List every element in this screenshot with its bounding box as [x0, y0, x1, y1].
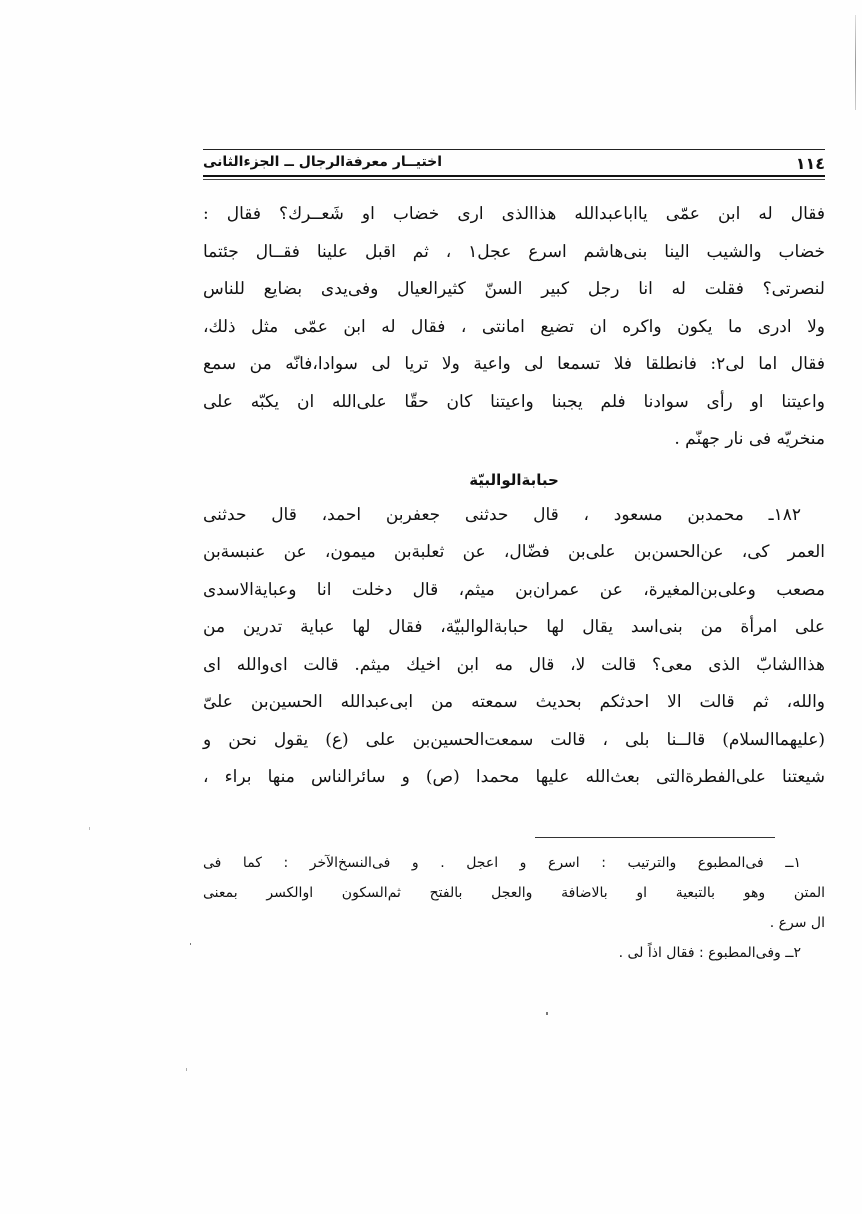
text-line: (عليهماالسلام) قالــنا بلى ، قالت سمعت‌الحسين‌بن على (ع) يقول نحن و: [203, 729, 825, 750]
footnote-line: ٢ــ وفى‌المطبوع : فقال اذاً لى .: [618, 945, 801, 961]
text-line: على امرأة من بنى‌اسد يقال لها حبابةالوالبيّة، فقال لها عباية تدرين من: [203, 617, 825, 637]
text-line: خضاب والشيب الينا بنى‌هاشم اسرع عجل١ ، ثم اقبل علينا فقــال جئتما: [203, 241, 825, 262]
text-line: هذاالشابّ الذى معى؟ قالت لا، قال مه ابن اخيك ميثم. قالت اى‌والله اى: [203, 654, 825, 675]
text-line: منخريّه فى نار جهنّم .: [674, 429, 825, 449]
page-number: ١١٤: [795, 154, 825, 173]
text-line: شيعتنا على‌الفطرةالتى بعث‌الله عليها محمدا (ص) و سائرالناس منها براء ،: [203, 767, 825, 787]
text-line: ولا ادرى ما يكون واكره ان تضيع امانتى ، فقال له ابن عمّى مثل ذلك،: [203, 316, 825, 337]
section-heading: حبابةالوالبيّة: [469, 470, 559, 489]
text-line: والله، ثم قالت الا احدثكم بحديث سمعته من ابى‌عبدالله الحسين‌بن علىّ: [203, 692, 825, 712]
text-line: فقال اما لى٢: فانطلقا فلا تسمعا لى واعية ولا تريا لى سوادا،فانّه من سمع: [203, 354, 825, 374]
footnote-line: المتن وهو بالتبعية او بالاضافة والعجل بالفتح ثم‌السكون اوالكسر بمعنى: [203, 885, 825, 901]
scan-speck: [89, 827, 90, 830]
header-rule-top: [203, 149, 825, 150]
running-title: اختيــار معرفةالرجال ــ الجزءالثانى: [203, 154, 443, 170]
scan-speck: [186, 1068, 187, 1071]
text-line: ١٨٢ـ محمدبن مسعود ، قال حدثنى جعفربن احمد، قال حدثنى: [203, 504, 801, 525]
header-rule-bottom: [203, 175, 825, 180]
footnotes: [203, 848, 825, 968]
footnote-line: ال سرع .: [769, 915, 825, 931]
text-line: العمر كى، عن‌الحسن‌بن على‌بن فضّال، عن ثعلبةبن ميمون، عن عنبسةبن: [203, 542, 825, 562]
text-line: مصعب وعلى‌بن‌المغيرة، عن عمران‌بن ميثم، قال دخلت انا وعبايةالاسدى: [203, 579, 825, 600]
text-line: لنصرتى؟ فقلت له انا رجل كبير السنّ كثيرالعيال وفى‌يدى بضايع للناس: [203, 279, 825, 299]
scan-speck: [546, 1012, 548, 1015]
footnote-line: ١ــ فى‌المطبوع والترتيب : اسرع و اعجل . و فى‌النسخ‌الآخر : كما فى: [203, 855, 801, 871]
main-text: [203, 196, 825, 797]
text-line: فقال له ابن عمّى يااباعبدالله هذاالذى ارى خضاب او شَعــرك؟ فقال :: [203, 204, 825, 224]
scan-speck: [190, 943, 191, 945]
footnote-separator: [535, 837, 775, 838]
text-line: واعيتنا او رأى سوادنا فلم يجبنا واعيتنا كان حقّا على‌الله ان يكبّه على: [203, 391, 825, 412]
page-header: [203, 149, 825, 179]
scan-artifact-line: [855, 15, 856, 110]
